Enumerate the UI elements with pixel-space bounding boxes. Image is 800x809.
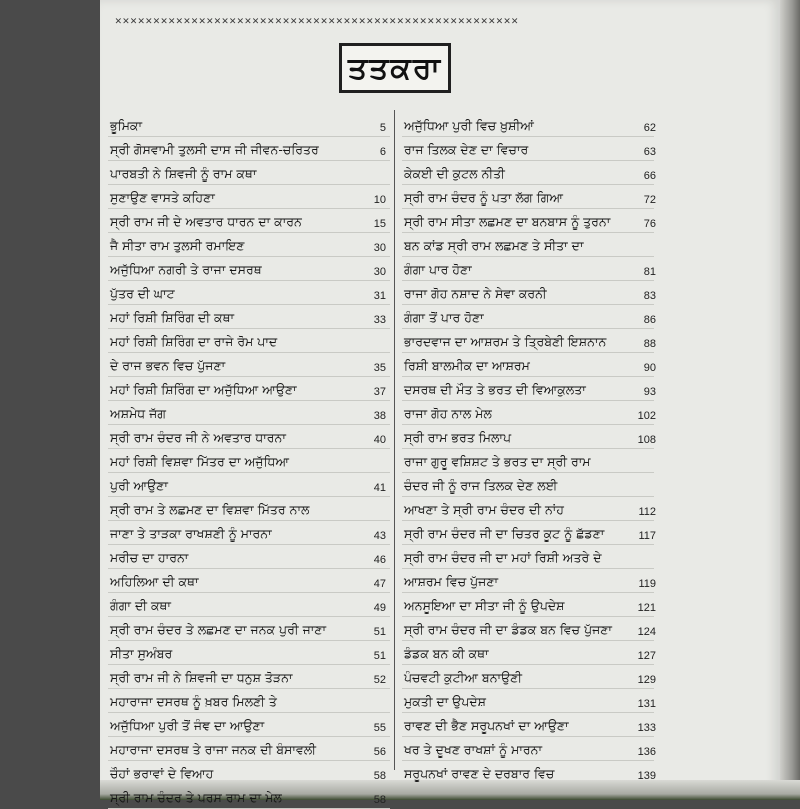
entry-title: ਸਰੂਪਨਖਾਂ ਰਾਵਣ ਦੇ ਦਰਬਾਰ ਵਿਚ (404, 766, 555, 781)
entry-title: ਸ੍ਰੀ ਰਾਮ ਸੀਤਾ ਲਛਮਣ ਦਾ ਬਨਬਾਸ ਨੂੰ ਤੁਰਨਾ (404, 214, 611, 229)
contents-entry (402, 641, 654, 665)
entry-page-number: 76 (643, 218, 656, 230)
contents-entry (108, 281, 390, 305)
entry-page-number: 63 (643, 146, 656, 158)
entry-page-number: 47 (373, 578, 386, 590)
contents-entry (402, 473, 654, 497)
entry-page-number: 37 (373, 386, 386, 398)
entry-title: ਰਾਜਾ ਗੋਹ ਨਸ਼ਾਦ ਨੇ ਸੇਵਾ ਕਰਨੀ (404, 286, 547, 301)
contents-entry (108, 161, 390, 185)
entry-page-number: 108 (637, 434, 656, 446)
entry-page-number: 119 (638, 578, 656, 590)
entry-title: ਅਨਸੂਇਆ ਦਾ ਸੀਤਾ ਜੀ ਨੂੰ ਉਪਦੇਸ਼ (404, 598, 565, 613)
contents-entry (402, 257, 654, 281)
entry-title: ਮਹਾਂ ਰਿਸ਼ੀ ਸ਼ਿਰਿੰਗ ਦਾ ਰਾਜੇ ਰੋਮ ਪਾਦ (110, 334, 278, 349)
entry-title: ਪਾਰਬਤੀ ਨੇ ਸ਼ਿਵਜੀ ਨੂੰ ਰਾਮ ਕਥਾ (110, 166, 257, 181)
entry-title: ਚੰਦਰ ਜੀ ਨੂੰ ਰਾਜ ਤਿਲਕ ਦੇਣ ਲਈ (404, 478, 558, 493)
contents-entry (402, 713, 654, 737)
entry-title: ਅਜੁੱਧਿਆ ਪੁਰੀ ਵਿਚ ਖ਼ੁਸ਼ੀਆਂ (404, 118, 534, 133)
entry-title: ਮਹਾਰਾਜਾ ਦਸਰਥ ਨੂੰ ਖ਼ਬਰ ਮਿਲਣੀ ਤੇ (110, 694, 277, 709)
contents-title-box (339, 43, 451, 93)
contents-entry (108, 497, 390, 521)
entry-page-number: 46 (373, 554, 386, 566)
contents-entry (402, 185, 654, 209)
entry-title: ਪੁਰੀ ਆਉਣਾ (110, 478, 168, 493)
contents-entry (108, 665, 390, 689)
contents-entry (108, 785, 390, 809)
contents-entry (402, 401, 654, 425)
entry-title: ਰਿਸ਼ੀ ਬਾਲਮੀਕ ਦਾ ਆਸ਼ਰਮ (404, 358, 530, 373)
decorative-top-border: ✕✕✕✕✕✕✕✕✕✕✕✕✕✕✕✕✕✕✕✕✕✕✕✕✕✕✕✕✕✕✕✕✕✕✕✕✕✕✕✕✕✕✕✕✕✕✕✕✕✕✕✕✕ (115, 14, 519, 27)
entry-title: ਸ੍ਰੀ ਰਾਮ ਚੰਦਰ ਤੇ ਲਛਮਣ ਦਾ ਜਨਕ ਪੁਰੀ ਜਾਣਾ (110, 622, 327, 637)
entry-title: ਰਾਜਾ ਗੋਹ ਨਾਲ ਮੇਲ (404, 406, 492, 421)
entry-title: ਦਸਰਥ ਦੀ ਮੌਤ ਤੇ ਭਰਤ ਦੀ ਵਿਆਕੁਲਤਾ (404, 382, 586, 397)
entry-page-number: 62 (643, 122, 656, 134)
contents-entry (402, 689, 654, 713)
contents-entry (402, 353, 654, 377)
entry-page-number: 10 (373, 194, 386, 206)
entry-title: ਮਹਾਰਾਜਾ ਦਸਰਥ ਤੇ ਰਾਜਾ ਜਨਕ ਦੀ ਬੰਸਾਵਲੀ (110, 742, 316, 757)
entry-title: ਆਸ਼ਰਮ ਵਿਚ ਪੁੱਜਣਾ (404, 574, 499, 589)
entry-page-number: 58 (373, 794, 386, 806)
entry-page-number: 112 (638, 506, 656, 518)
entry-page-number: 56 (373, 746, 386, 758)
contents-entry (108, 113, 390, 137)
entry-title: ਸ੍ਰੀ ਗੋਸਵਾਮੀ ਤੁਲਸੀ ਦਾਸ ਜੀ ਜੀਵਨ-ਚਰਿਤਰ (110, 142, 319, 157)
entry-page-number: 55 (373, 722, 386, 734)
entry-title: ਭੂਮਿਕਾ (110, 118, 143, 133)
entry-title: ਬਨ ਕਾਂਡ ਸ੍ਰੀ ਰਾਮ ਲਛਮਣ ਤੇ ਸੀਤਾ ਦਾ (404, 238, 584, 253)
contents-entry (108, 353, 390, 377)
contents-entry (402, 761, 654, 785)
entry-title: ਅਜੁੱਧਿਆ ਨਗਰੀ ਤੇ ਰਾਜਾ ਦਸਰਥ (110, 262, 262, 277)
entry-title: ਖਰ ਤੇ ਦੂਖਣ ਰਾਖਸ਼ਾਂ ਨੂੰ ਮਾਰਨਾ (404, 742, 543, 757)
entry-page-number: 117 (638, 530, 656, 542)
entry-page-number: 121 (637, 602, 656, 614)
entry-title: ਦੇ ਰਾਜ ਭਵਨ ਵਿਚ ਪੁੱਜਣਾ (110, 358, 226, 373)
entry-page-number: 93 (643, 386, 656, 398)
entry-title: ਗੰਗਾ ਦੀ ਕਥਾ (110, 598, 171, 613)
entry-page-number: 86 (643, 314, 656, 326)
entry-page-number: 5 (379, 122, 386, 134)
page-edge (780, 0, 800, 800)
contents-entry (402, 569, 654, 593)
entry-title: ਜਾਣਾ ਤੇ ਤਾੜਕਾ ਰਾਖਸ਼ਣੀ ਨੂੰ ਮਾਰਨਾ (110, 526, 272, 541)
contents-entry (108, 257, 390, 281)
contents-entry (402, 665, 654, 689)
entry-title: ਸ੍ਰੀ ਰਾਮ ਜੀ ਦੇ ਅਵਤਾਰ ਧਾਰਨ ਦਾ ਕਾਰਨ (110, 214, 302, 229)
entry-page-number: 41 (373, 482, 386, 494)
entry-page-number: 58 (373, 770, 386, 782)
column-divider (394, 110, 395, 770)
contents-entry (402, 521, 654, 545)
contents-entry (402, 737, 654, 761)
contents-entry (402, 161, 654, 185)
contents-entry (108, 449, 390, 473)
contents-entry (108, 593, 390, 617)
entry-page-number: 6 (379, 146, 386, 158)
contents-left-column (108, 113, 390, 809)
entry-page-number: 72 (643, 194, 656, 206)
contents-entry (108, 545, 390, 569)
entry-title: ਆਖਣਾ ਤੇ ਸ੍ਰੀ ਰਾਮ ਚੰਦਰ ਦੀ ਨਾਂਹ (404, 502, 564, 517)
entry-page-number: 90 (643, 362, 656, 374)
contents-entry (108, 329, 390, 353)
entry-page-number: 88 (643, 338, 656, 350)
entry-title: ਮਹਾਂ ਰਿਸ਼ੀ ਵਿਸ਼ਵਾ ਮਿੱਤਰ ਦਾ ਅਜੁੱਧਿਆ (110, 454, 290, 469)
entry-page-number: 15 (373, 218, 386, 230)
entry-page-number: 66 (643, 170, 656, 182)
entry-title: ਭਾਰਦਵਾਜ ਦਾ ਆਸ਼ਰਮ ਤੇ ਤ੍ਰਿਬੇਣੀ ਇਸ਼ਨਾਨ (404, 334, 607, 349)
entry-title: ਮਹਾਂ ਰਿਸ਼ੀ ਸ਼ਿਰਿੰਗ ਦਾ ਅਜੁੱਧਿਆ ਆਉਣਾ (110, 382, 297, 397)
entry-page-number: 30 (373, 266, 386, 278)
entry-page-number: 30 (373, 242, 386, 254)
contents-entry (402, 329, 654, 353)
contents-entry (108, 185, 390, 209)
contents-entry (402, 137, 654, 161)
contents-entry (108, 569, 390, 593)
entry-title: ਗੰਗਾ ਤੋਂ ਪਾਰ ਹੋਣਾ (404, 310, 484, 325)
entry-page-number: 51 (373, 626, 386, 638)
entry-title: ਅਹਿਲਿਆ ਦੀ ਕਥਾ (110, 574, 199, 589)
entry-title: ਮਹਾਂ ਰਿਸ਼ੀ ਸ਼ਿਰਿੰਗ ਦੀ ਕਥਾ (110, 310, 235, 325)
contents-entry (402, 497, 654, 521)
entry-page-number: 33 (373, 314, 386, 326)
entry-title: ਮਰੀਚ ਦਾ ਹਾਰਨਾ (110, 550, 189, 565)
contents-entry (402, 305, 654, 329)
entry-title: ਸ੍ਰੀ ਰਾਮ ਭਰਤ ਮਿਲਾਪ (404, 430, 512, 445)
entry-page-number: 129 (637, 674, 656, 686)
contents-entry (108, 713, 390, 737)
entry-title: ਰਾਜ ਤਿਲਕ ਦੇਣ ਦਾ ਵਿਚਾਰ (404, 142, 529, 157)
contents-entry (108, 737, 390, 761)
contents-entry (402, 209, 654, 233)
entry-page-number: 35 (373, 362, 386, 374)
entry-page-number: 31 (373, 290, 386, 302)
contents-entry (108, 401, 390, 425)
entry-page-number: 43 (373, 530, 386, 542)
contents-entry (402, 617, 654, 641)
entry-title: ਸ੍ਰੀ ਰਾਮ ਚੰਦਰ ਨੂੰ ਪਤਾ ਲੱਗ ਗਿਆ (404, 190, 563, 205)
entry-title: ਅਜੁੱਧਿਆ ਪੁਰੀ ਤੋਂ ਜੰਞ ਦਾ ਆਉਣਾ (110, 718, 265, 733)
entry-page-number: 131 (637, 698, 656, 710)
entry-page-number: 38 (373, 410, 386, 422)
contents-entry (108, 305, 390, 329)
entry-title: ਮੁਕਤੀ ਦਾ ਉਪਦੇਸ਼ (404, 694, 487, 709)
contents-entry (108, 761, 390, 785)
entry-title: ਰਾਵਣ ਦੀ ਭੈਣ ਸਰੂਪਨਖਾਂ ਦਾ ਆਉਣਾ (404, 718, 569, 733)
contents-entry (108, 209, 390, 233)
contents-entry (402, 113, 654, 137)
entry-page-number: 102 (637, 410, 656, 422)
entry-page-number: 136 (637, 746, 656, 758)
entry-title: ਸ੍ਰੀ ਰਾਮ ਚੰਦਰ ਜੀ ਨੇ ਅਵਤਾਰ ਧਾਰਨਾ (110, 430, 286, 445)
contents-entry (402, 425, 654, 449)
contents-entry (402, 377, 654, 401)
contents-entry (108, 425, 390, 449)
entry-page-number: 139 (637, 770, 656, 782)
contents-entry (108, 137, 390, 161)
entry-title: ਸ੍ਰੀ ਰਾਮ ਜੀ ਨੇ ਸ਼ਿਵਜੀ ਦਾ ਧਨੁਸ਼ ਤੋੜਨਾ (110, 670, 293, 685)
entry-page-number: 81 (643, 266, 656, 278)
contents-entry (402, 449, 654, 473)
entry-page-number: 124 (637, 626, 656, 638)
entry-title: ਸ੍ਰੀ ਰਾਮ ਚੰਦਰ ਤੇ ਪਰਸ ਰਾਮ ਦਾ ਮੇਲ (110, 790, 282, 805)
entry-title: ਜੈ ਸੀਤਾ ਰਾਮ ਤੁਲਸੀ ਰਮਾਇਣ (110, 238, 245, 253)
entry-title: ਕੇਕਈ ਦੀ ਕੁਟਲ ਨੀਤੀ (404, 166, 505, 181)
entry-page-number: 133 (637, 722, 656, 734)
entry-page-number: 52 (373, 674, 386, 686)
entry-title: ਸੀਤਾ ਸੁਅੰਬਰ (110, 646, 173, 661)
entry-page-number: 49 (373, 602, 386, 614)
contents-entry (108, 377, 390, 401)
entry-title: ਡੰਡਕ ਬਨ ਕੀ ਕਥਾ (404, 646, 489, 661)
entry-title: ਪੰਚਵਟੀ ਕੁਟੀਆ ਬਨਾਉਣੀ (404, 670, 523, 685)
contents-entry (108, 521, 390, 545)
contents-entry (402, 593, 654, 617)
entry-title: ਸ੍ਰੀ ਰਾਮ ਚੰਦਰ ਜੀ ਦਾ ਡੰਡਕ ਬਨ ਵਿਚ ਪੁੱਜਣਾ (404, 622, 613, 637)
entry-title: ਰਾਜਾ ਗੁਰੂ ਵਸ਼ਿਸ਼ਟ ਤੇ ਭਰਤ ਦਾ ਸ੍ਰੀ ਰਾਮ (404, 454, 591, 469)
contents-entry (108, 233, 390, 257)
entry-page-number: 40 (373, 434, 386, 446)
entry-title: ਸ੍ਰੀ ਰਾਮ ਤੇ ਲਛਮਣ ਦਾ ਵਿਸ਼ਵਾ ਮਿੱਤਰ ਨਾਲ (110, 502, 310, 517)
contents-entry (402, 281, 654, 305)
contents-entry (402, 233, 654, 257)
entry-title: ਅਸ਼ਮੇਧ ਜੱਗ (110, 406, 167, 421)
entry-title: ਗੰਗਾ ਪਾਰ ਹੋਣਾ (404, 262, 472, 277)
entry-title: ਸ੍ਰੀ ਰਾਮ ਚੰਦਰ ਜੀ ਦਾ ਚਿਤਰ ਕੂਟ ਨੂੰ ਛੱਡਣਾ (404, 526, 605, 541)
entry-page-number: 83 (643, 290, 656, 302)
entry-title: ਸੁਣਾਉਣ ਵਾਸਤੇ ਕਹਿਣਾ (110, 190, 215, 205)
entry-title: ਚੌਹਾਂ ਭਰਾਵਾਂ ਦੇ ਵਿਆਹ (110, 766, 214, 781)
contents-entry (402, 545, 654, 569)
contents-right-column (402, 113, 654, 785)
contents-entry (108, 473, 390, 497)
entry-page-number: 51 (373, 650, 386, 662)
page-title: ਤਤਕਰਾ (347, 50, 443, 86)
entry-title: ਪੁੱਤਰ ਦੀ ਘਾਟ (110, 286, 175, 301)
entry-page-number: 127 (637, 650, 656, 662)
contents-entry (108, 641, 390, 665)
entry-title: ਸ੍ਰੀ ਰਾਮ ਚੰਦਰ ਜੀ ਦਾ ਮਹਾਂ ਰਿਸ਼ੀ ਅਤਰੇ ਦੇ (404, 550, 602, 565)
contents-entry (108, 617, 390, 641)
contents-entry (108, 689, 390, 713)
